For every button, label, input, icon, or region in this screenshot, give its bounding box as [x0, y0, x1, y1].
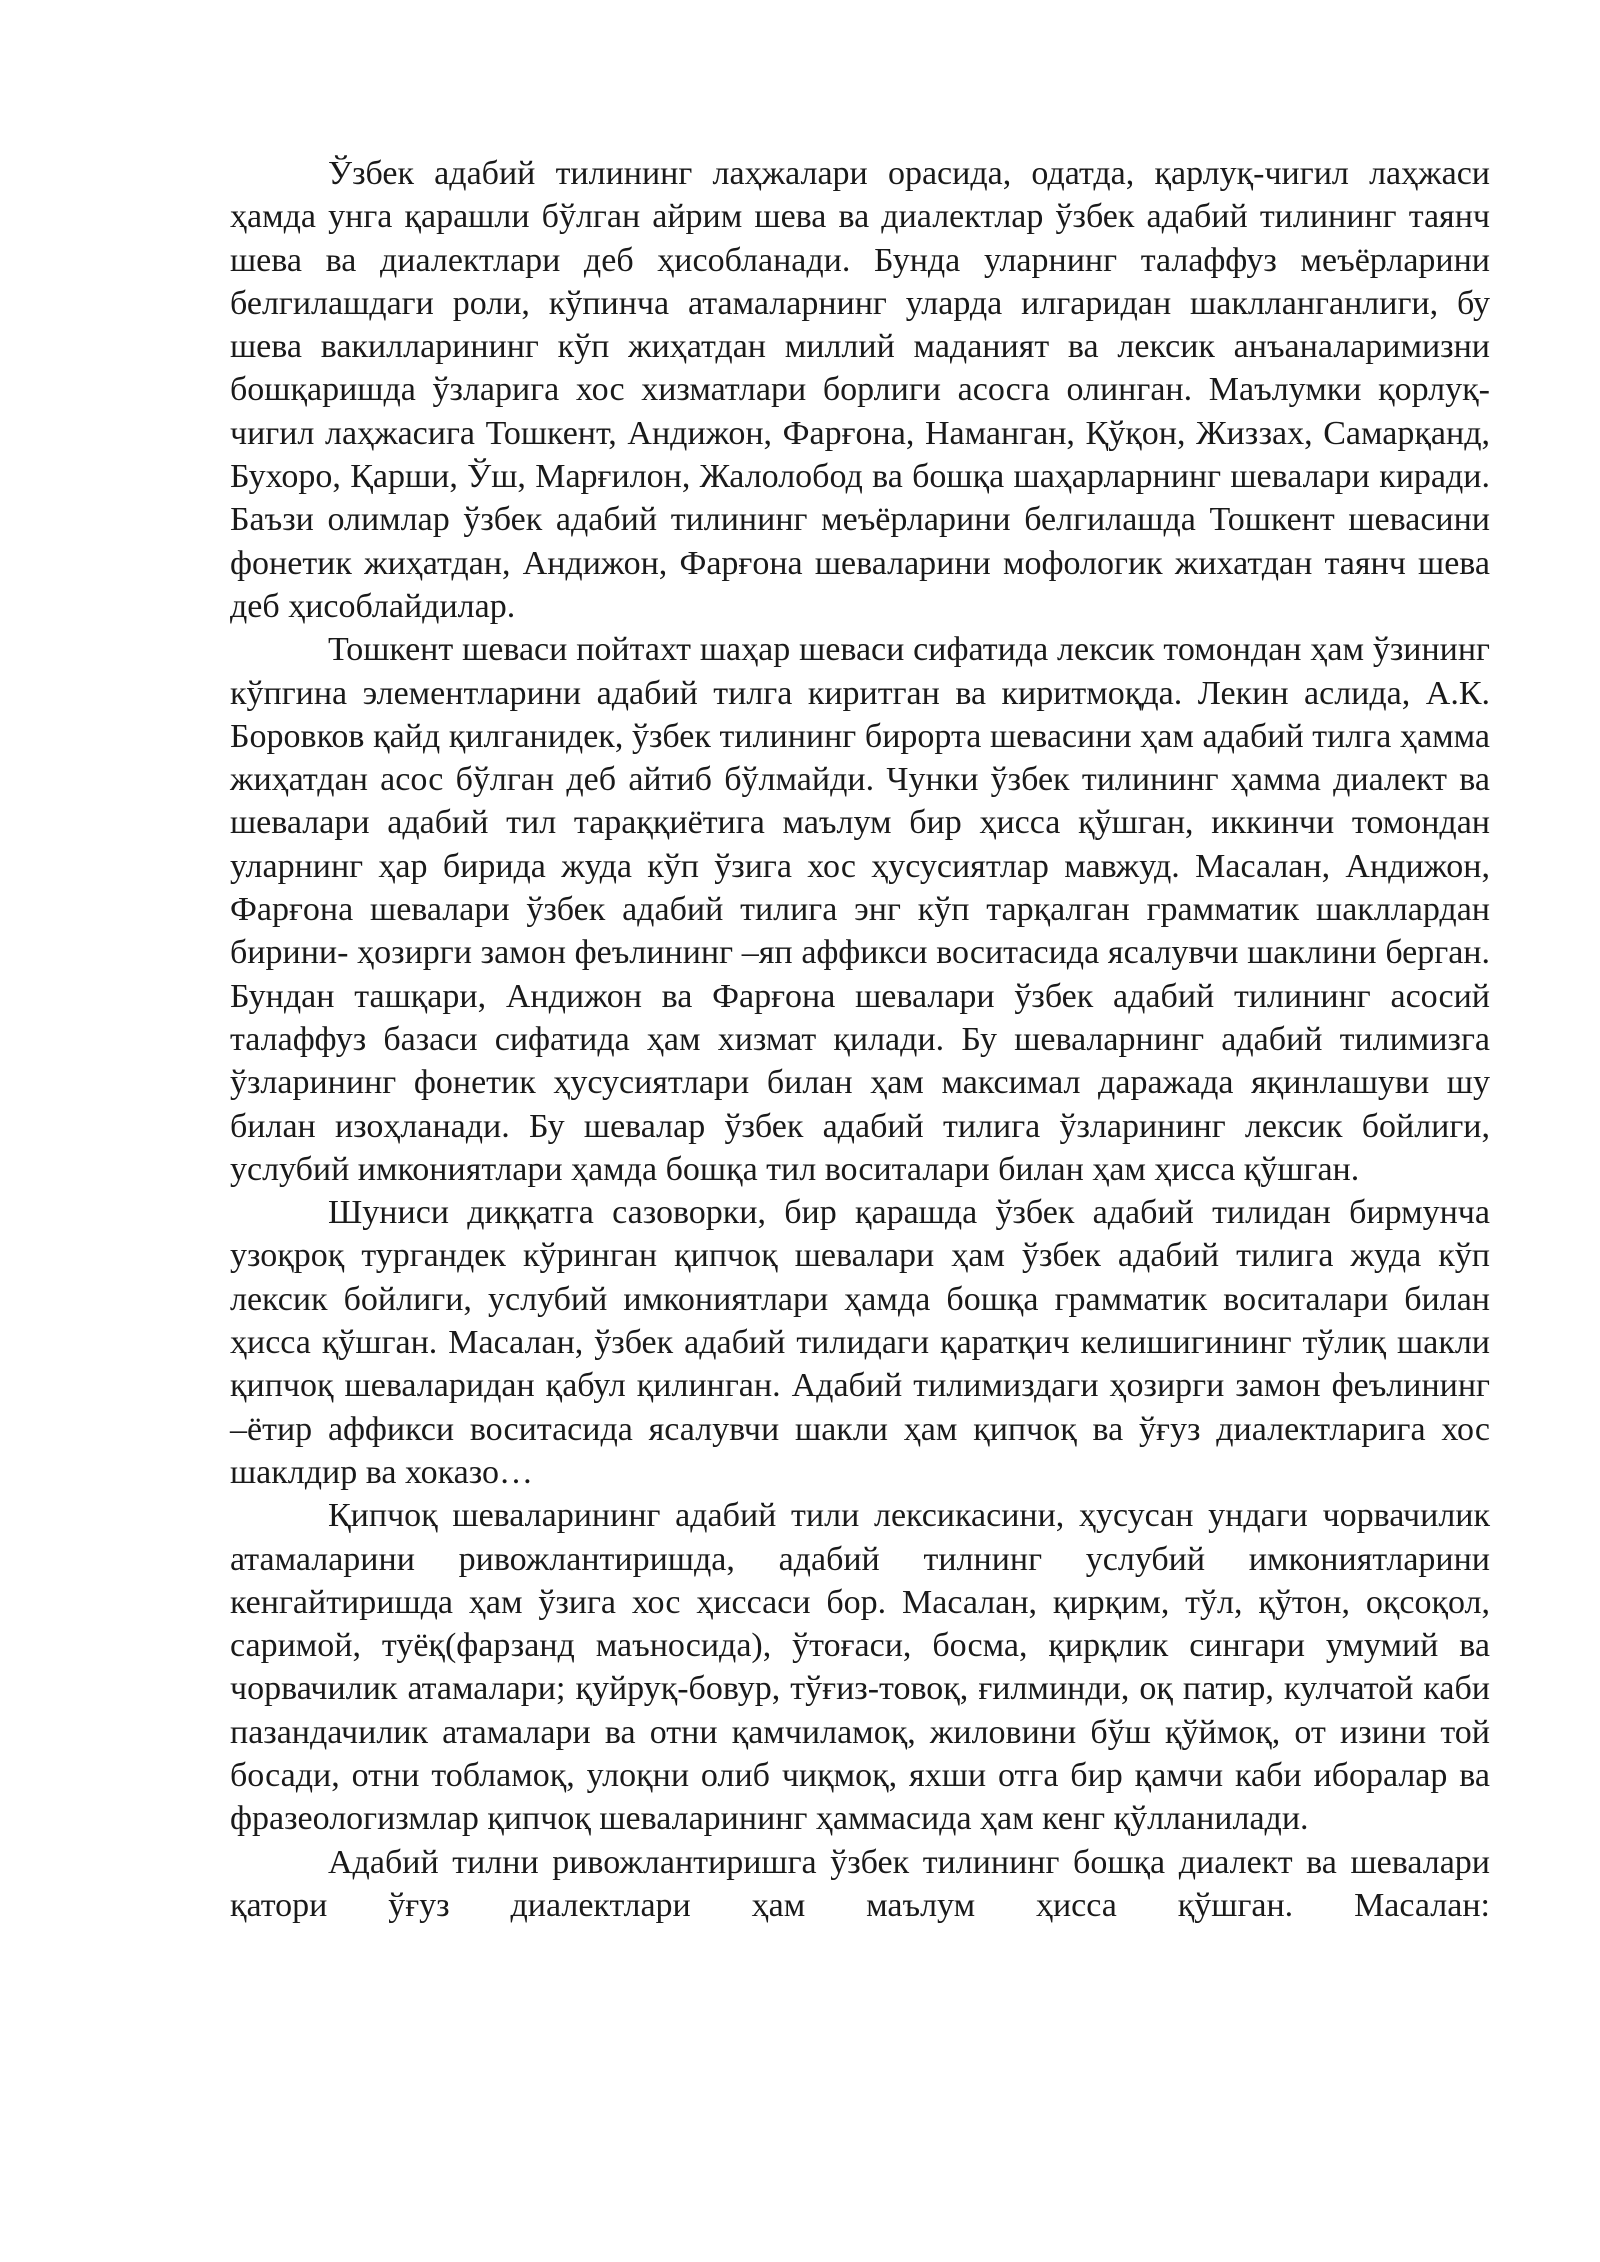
paragraph-3: Шуниси диққатга сазоворки, бир қарашда ўзбек адабий тилидан бирмунча узоқроқ тургандек кўринган қипчоқ шевалари ҳам ўзбек адабий тилига жуда кўп лексик бойлиги, услубий имкониятлари ҳамда бошқа грамматик воситалари билан ҳисса қўшган. Масалан, ўзбек адабий тилидаги қаратқич келишигининг тўлиқ шакли қипчоқ шеваларидан қабул қилинган. Адабий тилимиздаги ҳозирги замон феълининг –ётир аффикси воситасида ясалувчи шакли ҳам қипчоқ ва ўғуз диалектларига хос шаклдир ва хоказо… [230, 1194, 1490, 1491]
document-page [230, 152, 1490, 1927]
paragraph-2: Тошкент шеваси пойтахт шаҳар шеваси сифатида лексик томондан ҳам ўзининг кўпгина элементларини адабий тилга киритган ва киритмоқда. Лекин аслида, А.К. Боровков қайд қилганидек, ўзбек тилининг бирорта шевасини ҳам адабий тилга ҳамма жиҳатдан асос бўлган деб айтиб бўлмайди. Чунки ўзбек тилининг ҳамма диалект ва шевалари адабий тил тараққиётига маълум бир ҳисса қўшган, иккинчи томондан уларнинг ҳар бирида жуда кўп ўзига хос ҳусусиятлар мавжуд. Масалан, Андижон, Фарғона шевалари ўзбек адабий тилига энг кўп тарқалган грамматик шакллардан бирини- ҳозирги замон феълининг –яп аффикси воситасида ясалувчи шаклини берган. Бундан ташқари, Андижон ва Фарғона шевалари ўзбек адабий тилининг асосий талаффуз базаси сифатида ҳам хизмат қилади. Бу шеваларнинг адабий тилимизга ўзларининг фонетик ҳусусиятлари билан ҳам максимал даражада яқинлашуви шу билан изоҳланади. Бу шевалар ўзбек адабий тилига ўзларининг лексик бойлиги, услубий имкониятлари ҳамда бошқа тил воситалари билан ҳам ҳисса қўшган. [230, 631, 1490, 1188]
paragraph-4: Қипчоқ шеваларининг адабий тили лексикасини, ҳусусан ундаги чорвачилик атамаларини ривожлантиришда, адабий тилнинг услубий имкониятларини кенгайтиришда ҳам ўзига хос ҳиссаси бор. Масалан, қирқим, тўл, қўтон, оқсоқол, саримой, туёқ(фарзанд маъносида), ўтоғаси, босма, қирқлик сингари умумий ва чорвачилик атамалари; қуйруқ-бовур, тўғиз-товоқ, ғилминди, оқ патир, кулчатой каби пазандачилик атамалари ва отни қамчиламоқ, жиловини бўш қўймоқ, от изини той босади, отни тобламоқ, улоқни олиб чиқмоқ, яхши отга бир қамчи каби иборалар ва фразеологизмлар қипчоқ шеваларининг ҳаммасида ҳам кенг қўлланилади. [230, 1497, 1490, 1838]
paragraph-1: Ўзбек адабий тилининг лаҳжалари орасида, одатда, қарлуқ-чигил лаҳжаси ҳамда унга қарашли бўлган айрим шева ва диалектлар ўзбек адабий тилининг таянч шева ва диалектлари деб ҳисобланади. Бунда уларнинг талаффуз меъёрларини белгилашдаги роли, кўпинча атамаларнинг уларда илгаридан шаклланганлиги, бу шева вакилларининг кўп жиҳатдан миллий маданият ва лексик анъаналаримизни бошқаришда ўзларига хос хизматлари борлиги асосга олинган. Маълумки қорлуқ-чигил лаҳжасига Тошкент, Андижон, Фарғона, Наманган, Қўқон, Жиззах, Самарқанд, Бухоро, Қарши, Ўш, Марғилон, Жалолобод ва бошқа шаҳарларнинг шевалари киради. Баъзи олимлар ўзбек адабий тилининг меъёрларини белгилашда Тошкент шевасини фонетик жиҳатдан, Андижон, Фарғона шеваларини мофологик жихатдан таянч шева деб ҳисоблайдилар. [230, 155, 1490, 625]
paragraph-5: Адабий тилни ривожлантиришга ўзбек тилининг бошқа диалект ва шевалари қатори ўғуз диалектлари ҳам маълум ҳисса қўшган. Масалан: [230, 1843, 1490, 1924]
